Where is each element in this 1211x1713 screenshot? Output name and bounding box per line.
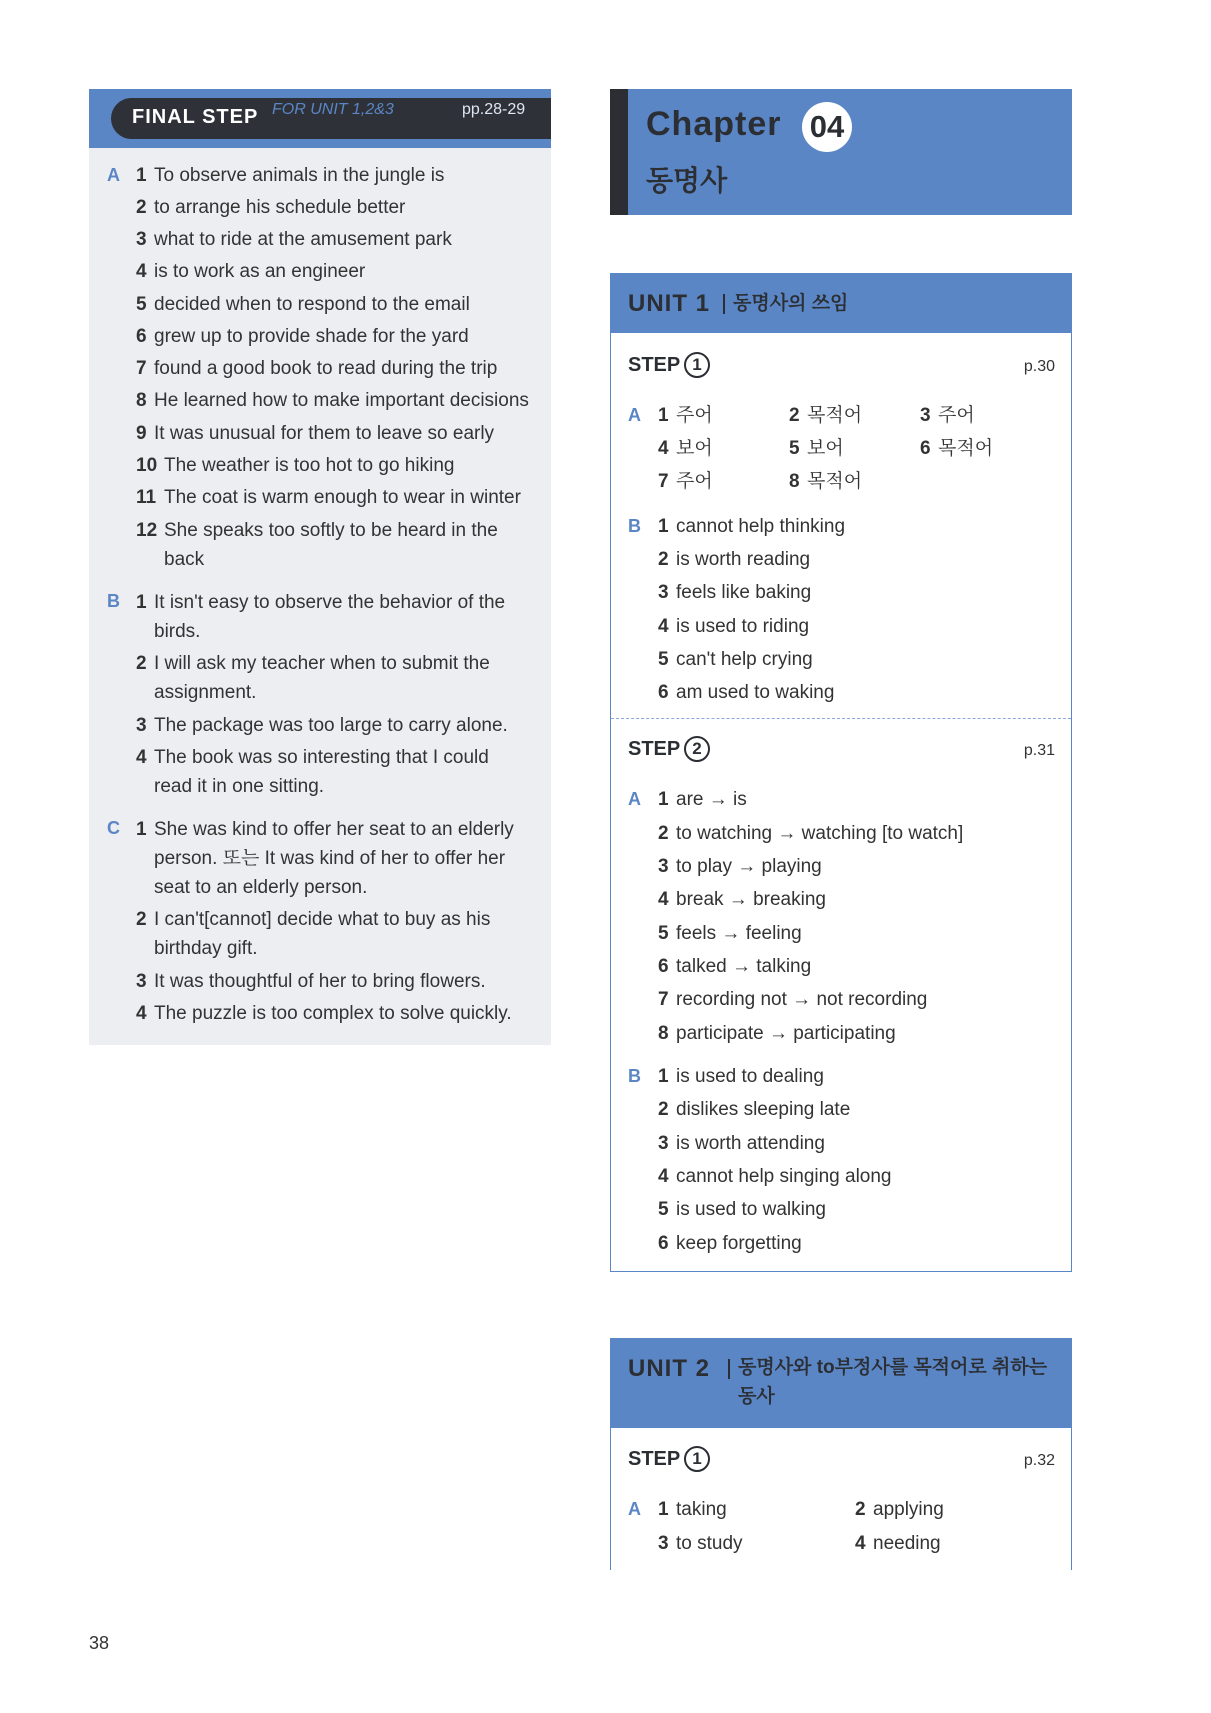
list-item: 2 목적어 [789, 405, 863, 426]
chapter-accent-bar [610, 89, 628, 215]
list-item: 2 applying [855, 1499, 944, 1520]
step-label: STEP [628, 738, 681, 760]
list-item: 3 The package was too large to carry alone. [136, 715, 508, 736]
list-item: 3 주어 [920, 405, 975, 426]
list-item: 8 목적어 [789, 471, 863, 492]
unit-1-header [611, 274, 1071, 333]
list-item: 6 목적어 [920, 438, 994, 459]
list-item: 7 recording not → not recording [658, 989, 928, 1010]
list-item: 3 to play → playing [658, 856, 822, 877]
list-item: 1 are → is [658, 789, 747, 810]
list-item: 8 participate → participating [658, 1023, 896, 1044]
final-step-pages: pp.28-29 [462, 101, 526, 118]
section-letter: A [628, 1499, 641, 1519]
list-item: 3 what to ride at the amusement park [136, 229, 452, 250]
chapter-title: Chapter [646, 105, 782, 143]
list-item: 1 cannot help thinking [658, 516, 846, 537]
section-letter: A [628, 405, 641, 425]
section-letter: A [628, 789, 641, 809]
list-item: 5 decided when to respond to the email [136, 294, 470, 315]
list-item: 1 To observe animals in the jungle is [136, 165, 445, 186]
list-item: 9 It was unusual for them to leave so early [136, 423, 495, 444]
unit-2-box [610, 1338, 1072, 1570]
list-item: 2 to watching → watching [to watch] [658, 823, 964, 844]
final-step-label: FINAL STEP [132, 106, 259, 128]
step-page-ref: p.31 [1023, 742, 1055, 759]
section-letter: B [628, 516, 641, 536]
unit-title: 동명사와 to부정사를 목적어로 취하는 동사 [738, 1357, 1048, 1407]
step-divider [611, 718, 1071, 719]
list-item: 3 is worth attending [658, 1133, 825, 1154]
list-item: 3 It was thoughtful of her to bring flowers. [136, 971, 486, 992]
step-page-ref: p.30 [1023, 358, 1055, 375]
section-letter: B [628, 1066, 641, 1086]
step-number-circle: 1 [684, 352, 710, 378]
list-item: 6 am used to waking [658, 682, 835, 703]
list-item: 4 cannot help singing along [658, 1166, 892, 1187]
list-item: 1 taking [658, 1499, 727, 1520]
list-item: 4 needing [855, 1533, 941, 1554]
list-item: 3 to study [658, 1533, 743, 1554]
list-item: 1 She was kind to offer her seat to an elderly person. 또는 It was kind of her to offer her seat to an elderly person. [136, 819, 514, 898]
chapter-header [610, 89, 1072, 215]
list-item: 4 The puzzle is too complex to solve quickly. [136, 1003, 512, 1024]
final-step-subtitle: FOR UNIT 1,2&3 [272, 101, 394, 118]
list-item: 8 He learned how to make important decisions [136, 390, 529, 411]
final-step-header [89, 89, 551, 148]
list-item: 11 The coat is warm enough to wear in winter [136, 487, 521, 508]
section-letter: A [107, 165, 120, 185]
list-item: 2 I will ask my teacher when to submit the assignment. [136, 653, 490, 703]
list-item: 5 can't help crying [658, 649, 813, 670]
list-item: 4 break → breaking [658, 889, 826, 910]
list-item: 12 She speaks too softly to be heard in the back [136, 520, 498, 570]
chapter-number-badge: 04 [802, 102, 852, 152]
list-item: 7 주어 [658, 471, 713, 492]
list-item: 6 talked → talking [658, 956, 812, 977]
list-item: 4 보어 [658, 438, 713, 459]
unit-2-header [611, 1339, 1071, 1428]
page-number: 38 [89, 1633, 110, 1653]
step-label: STEP [628, 354, 681, 376]
list-item: 4 The book was so interesting that I could read it in one sitting. [136, 747, 489, 797]
list-item: 1 is used to dealing [658, 1066, 824, 1087]
section-letter: C [107, 818, 120, 838]
list-item: 6 grew up to provide shade for the yard [136, 326, 469, 347]
list-item: 2 is worth reading [658, 549, 811, 570]
step-number-circle: 2 [684, 736, 710, 762]
step-label: STEP [628, 1448, 681, 1470]
unit-name: UNIT 1 [628, 290, 711, 317]
list-item: 3 feels like baking [658, 582, 812, 603]
unit-name: UNIT 2 [628, 1355, 711, 1382]
list-item: 4 is used to riding [658, 616, 810, 637]
list-item: 1 It isn't easy to observe the behavior of the birds. [136, 592, 506, 642]
unit-separator [723, 294, 725, 314]
unit-separator [728, 1359, 730, 1379]
list-item: 6 keep forgetting [658, 1233, 802, 1254]
step-page-ref: p.32 [1023, 1452, 1055, 1469]
chapter-subtitle: 동명사 [646, 165, 728, 196]
list-item: 5 feels → feeling [658, 923, 802, 944]
section-letter: B [107, 591, 120, 611]
list-item: 2 to arrange his schedule better [136, 197, 406, 218]
final-step-panel [89, 89, 551, 1045]
list-item: 7 found a good book to read during the trip [136, 358, 498, 379]
list-item: 4 is to work as an engineer [136, 261, 366, 282]
list-item: 10 The weather is too hot to go hiking [136, 455, 455, 476]
unit-1-box [610, 273, 1072, 1272]
unit-title: 동명사의 쓰임 [733, 293, 849, 314]
step-number-circle: 1 [684, 1446, 710, 1472]
list-item: 5 is used to walking [658, 1199, 826, 1220]
list-item: 5 보어 [789, 438, 844, 459]
list-item: 1 주어 [658, 405, 713, 426]
list-item: 2 dislikes sleeping late [658, 1099, 851, 1120]
list-item: 2 I can't[cannot] decide what to buy as his birthday gift. [136, 909, 491, 959]
